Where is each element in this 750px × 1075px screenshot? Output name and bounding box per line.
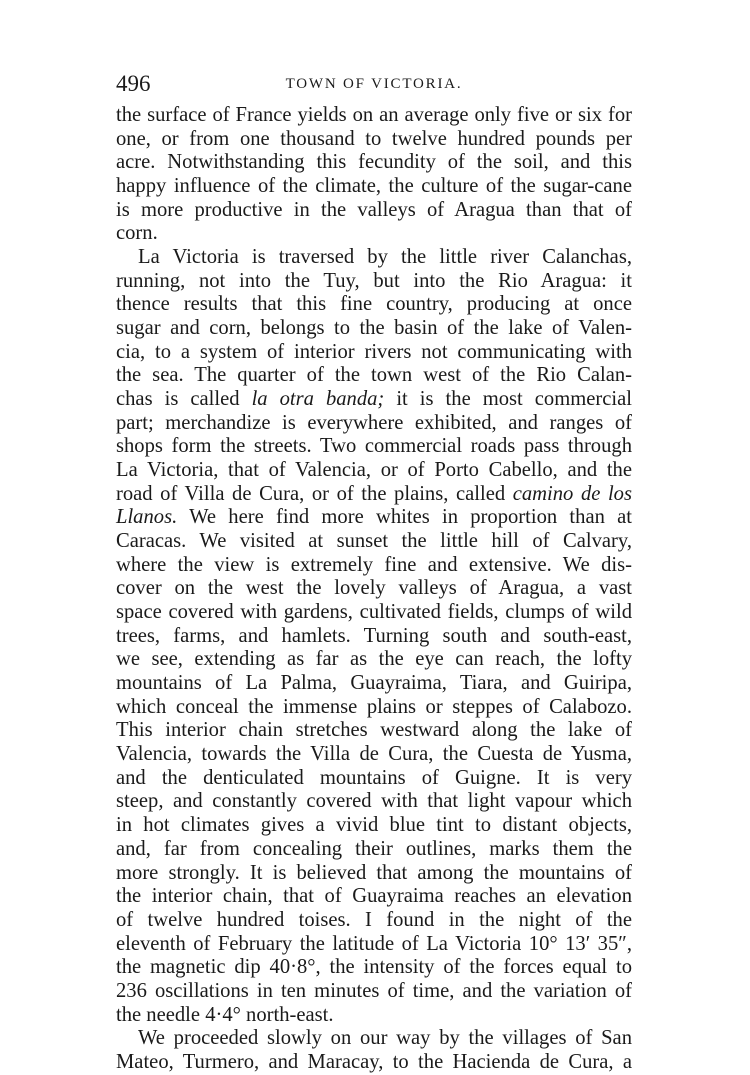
text-run: it is the most commercial [396, 388, 632, 411]
text-line: where the view is extremely fine and extensive. We dis- [116, 553, 632, 576]
text-line: and the denticulated mountains of Guigne. It is very [116, 766, 632, 789]
text-run: road of Villa de Cura, or of the plains, called [116, 482, 506, 505]
text-line: the needle 4·4° north-east. [116, 1003, 334, 1026]
text-line: steep, and constantly covered with that light vapour which [116, 790, 632, 813]
text-line: sugar and corn, belongs to the basin of the lake of Valen- [116, 317, 632, 340]
text-line: acre. Notwithstanding this fecundity of the soil, and this [116, 151, 632, 174]
text-line: 236 oscillations in ten minutes of time, and the variation of [116, 979, 632, 1002]
text-run: We here find more whites in proportion than at [189, 506, 632, 529]
running-head [116, 70, 632, 98]
text-line-mixed [116, 483, 632, 507]
italic-phrase: camino de los [512, 482, 632, 505]
text-line: La Victoria, that of Valencia, or of Porto Cabello, and the [116, 459, 632, 482]
text-line: the sea. The quarter of the town west of the Rio Calan- [116, 364, 632, 387]
text-line: cover on the west the lovely valleys of Aragua, a vast [116, 577, 632, 600]
page-number: 496 [116, 71, 151, 96]
italic-phrase: la otra banda; [251, 388, 385, 411]
italic-phrase: Llanos. [116, 506, 178, 529]
text-line: eleventh of February the latitude of La Victoria 10° 13′ 35″, [116, 932, 632, 955]
text-line: Caracas. We visited at sunset the little hill of Calvary, [116, 530, 632, 553]
text-line-mixed [116, 506, 632, 530]
body-text [116, 104, 632, 1075]
text-line: We proceeded slowly on our way by the villages of San [138, 1027, 632, 1050]
text-line: cia, to a system of interior rivers not communicating with [116, 340, 632, 363]
text-line: mountains of La Palma, Guayraima, Tiara, and Guiripa, [116, 672, 632, 695]
text-line: more strongly. It is believed that among the mountains of [116, 861, 632, 884]
text-line: the surface of France yields on an average only five or six for [116, 104, 632, 126]
text-line: corn. [116, 222, 158, 245]
text-line: in hot climates gives a vivid blue tint to distant objects, [116, 814, 632, 837]
text-line: Mateo, Turmero, and Maracay, to the Hacienda de Cura, a [116, 1050, 632, 1073]
text-line: shops form the streets. Two commercial roads pass through [116, 435, 632, 458]
text-line: running, not into the Tuy, but into the Rio Aragua: it [116, 269, 632, 292]
text-line: one, or from one thousand to twelve hundred pounds per [116, 127, 632, 150]
text-line: we see, extending as far as the eye can reach, the lofty [116, 648, 632, 671]
text-line: is more productive in the valleys of Aragua than that of [116, 198, 632, 221]
text-line: happy influence of the climate, the culture of the sugar-cane [116, 175, 632, 198]
text-line: thence results that this fine country, producing at once [116, 293, 632, 316]
text-line: and, far from concealing their outlines, marks them the [116, 837, 632, 860]
text-line: Valencia, towards the Villa de Cura, the Cuesta de Yusma, [116, 743, 632, 766]
text-line: trees, farms, and hamlets. Turning south and south-east, [116, 624, 632, 647]
text-line: of twelve hundred toises. I found in the night of the [116, 908, 632, 931]
text-line-mixed [116, 388, 632, 412]
text-line: the magnetic dip 40·8°, the intensity of the forces equal to [116, 956, 632, 979]
text-line: space covered with gardens, cultivated fields, clumps of wild [116, 601, 632, 624]
text-line: part; merchandize is everywhere exhibited, and ranges of [116, 411, 632, 434]
text-line: the interior chain, that of Guayraima reaches an elevation [116, 885, 632, 908]
text-line: La Victoria is traversed by the little river Calanchas, [138, 246, 632, 269]
text-run: chas is called [116, 388, 240, 411]
running-title: TOWN OF VICTORIA. [285, 76, 463, 92]
text-line: which conceal the immense plains or steppes of Calabozo. [116, 695, 632, 718]
text-line: This interior chain stretches westward along the lake of [116, 719, 632, 742]
